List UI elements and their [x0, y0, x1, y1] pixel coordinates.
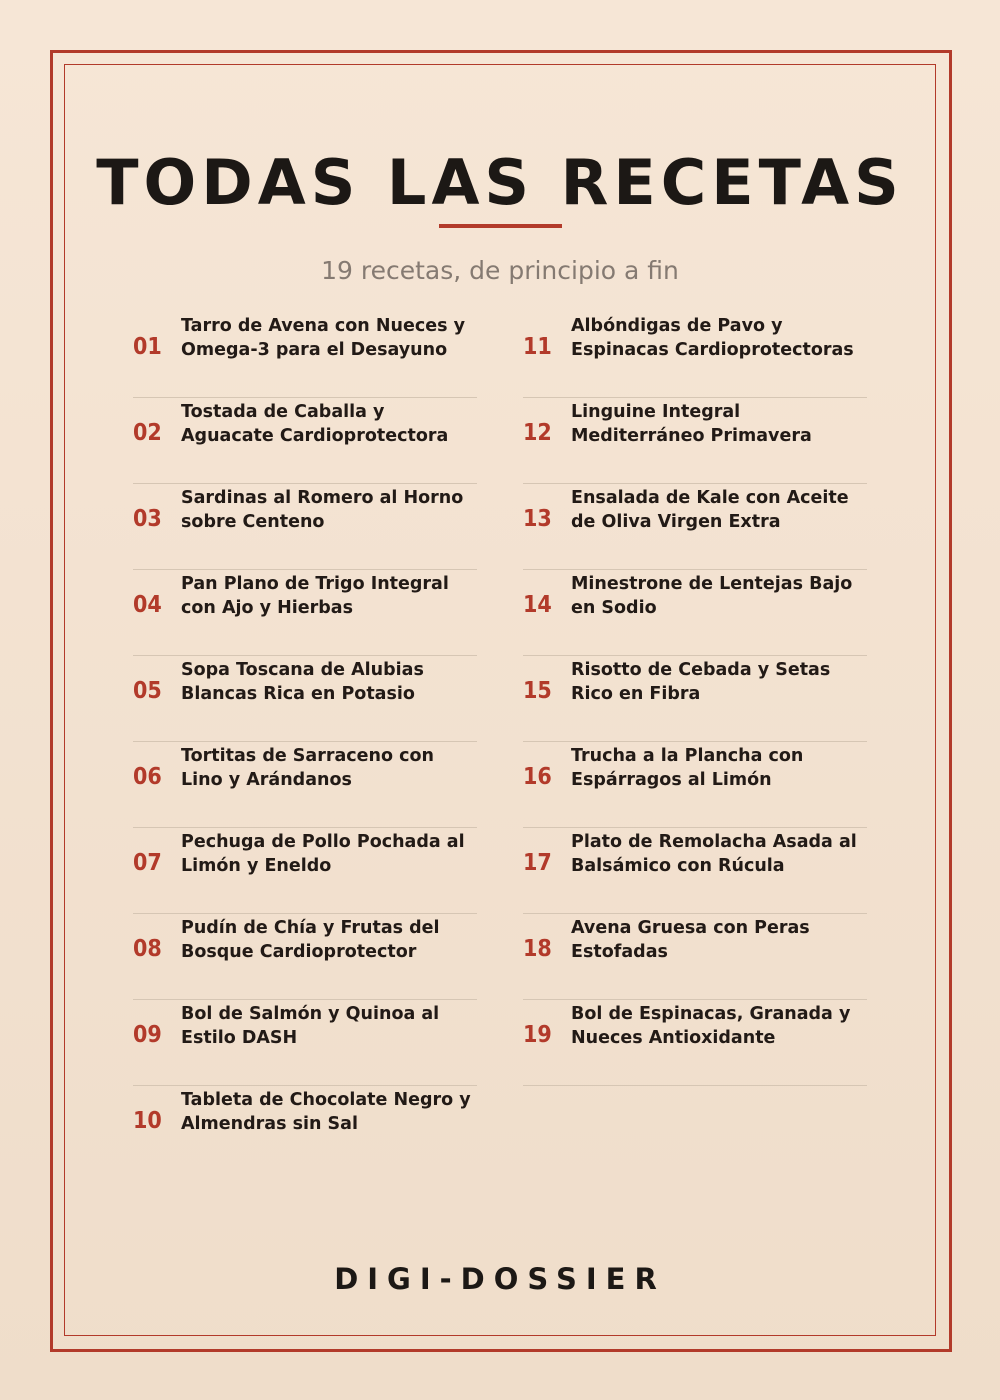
recipe-name: Ensalada de Kale con Aceite de Oliva Virgen Extra — [571, 488, 849, 532]
recipe-name: Pan Plano de Trigo Integral con Ajo y Hierbas — [181, 574, 449, 618]
recipe-item[interactable] — [523, 742, 867, 828]
recipe-name: Tarro de Avena con Nueces y Omega-3 para el Desayuno — [181, 316, 465, 360]
recipe-name: Albóndigas de Pavo y Espinacas Cardioprotectoras — [571, 316, 854, 360]
recipe-number: 03 — [133, 506, 162, 532]
title-underline — [439, 224, 562, 228]
recipe-item[interactable] — [133, 484, 477, 570]
recipe-name: Tableta de Chocolate Negro y Almendras sin Sal — [181, 1090, 471, 1134]
recipe-name: Sopa Toscana de Alubias Blancas Rica en Potasio — [181, 660, 424, 704]
recipe-item[interactable] — [523, 828, 867, 914]
recipe-item[interactable] — [133, 1086, 477, 1171]
recipe-item[interactable] — [133, 398, 477, 484]
recipe-item[interactable] — [523, 1000, 867, 1086]
recipe-number: 18 — [523, 936, 552, 962]
recipe-name: Avena Gruesa con Peras Estofadas — [571, 918, 810, 962]
brand-footer: DIGI-DOSSIER — [334, 1262, 666, 1296]
recipe-number: 08 — [133, 936, 162, 962]
recipe-item[interactable] — [133, 570, 477, 656]
recipe-number: 14 — [523, 592, 552, 618]
recipe-item[interactable] — [133, 742, 477, 828]
recipe-number: 17 — [523, 850, 552, 876]
recipe-name: Sardinas al Romero al Horno sobre Centeno — [181, 488, 464, 532]
recipe-number: 01 — [133, 334, 162, 360]
recipe-number: 09 — [133, 1022, 162, 1048]
recipe-item[interactable] — [523, 656, 867, 742]
recipe-number: 07 — [133, 850, 162, 876]
recipe-item[interactable] — [523, 398, 867, 484]
recipe-number: 04 — [133, 592, 162, 618]
recipe-number: 02 — [133, 420, 162, 446]
page-subtitle: 19 recetas, de principio a fin — [321, 256, 679, 285]
recipe-name: Tostada de Caballa y Aguacate Cardioprotectora — [181, 402, 449, 446]
recipe-number: 10 — [133, 1108, 162, 1134]
recipe-list-left — [133, 312, 477, 1171]
recipe-name: Pudín de Chía y Frutas del Bosque Cardioprotector — [181, 918, 440, 962]
recipe-item[interactable] — [523, 570, 867, 656]
recipe-name: Plato de Remolacha Asada al Balsámico con Rúcula — [571, 832, 857, 876]
recipe-name: Tortitas de Sarraceno con Lino y Arándanos — [181, 746, 434, 790]
recipe-number: 12 — [523, 420, 552, 446]
recipe-item[interactable] — [133, 914, 477, 1000]
recipe-name: Risotto de Cebada y Setas Rico en Fibra — [571, 660, 831, 704]
recipe-number: 16 — [523, 764, 552, 790]
recipe-number: 13 — [523, 506, 552, 532]
recipe-list-right — [523, 312, 867, 1086]
recipe-number: 11 — [523, 334, 552, 360]
recipe-item[interactable] — [523, 312, 867, 398]
recipe-item[interactable] — [133, 1000, 477, 1086]
recipe-name: Trucha a la Plancha con Espárragos al Limón — [571, 746, 804, 790]
recipe-name: Bol de Espinacas, Granada y Nueces Antioxidante — [571, 1004, 851, 1048]
recipe-number: 19 — [523, 1022, 552, 1048]
recipe-name: Pechuga de Pollo Pochada al Limón y Eneldo — [181, 832, 465, 876]
recipe-item[interactable] — [523, 914, 867, 1000]
recipe-name: Linguine Integral Mediterráneo Primavera — [571, 402, 812, 446]
recipe-name: Bol de Salmón y Quinoa al Estilo DASH — [181, 1004, 440, 1048]
page-title: TODAS LAS RECETAS — [96, 146, 904, 219]
recipe-item[interactable] — [133, 828, 477, 914]
recipe-number: 15 — [523, 678, 552, 704]
recipe-number: 05 — [133, 678, 162, 704]
recipe-item[interactable] — [523, 484, 867, 570]
recipe-name: Minestrone de Lentejas Bajo en Sodio — [571, 574, 853, 618]
recipe-item[interactable] — [133, 656, 477, 742]
recipe-number: 06 — [133, 764, 162, 790]
recipe-item[interactable] — [133, 312, 477, 398]
